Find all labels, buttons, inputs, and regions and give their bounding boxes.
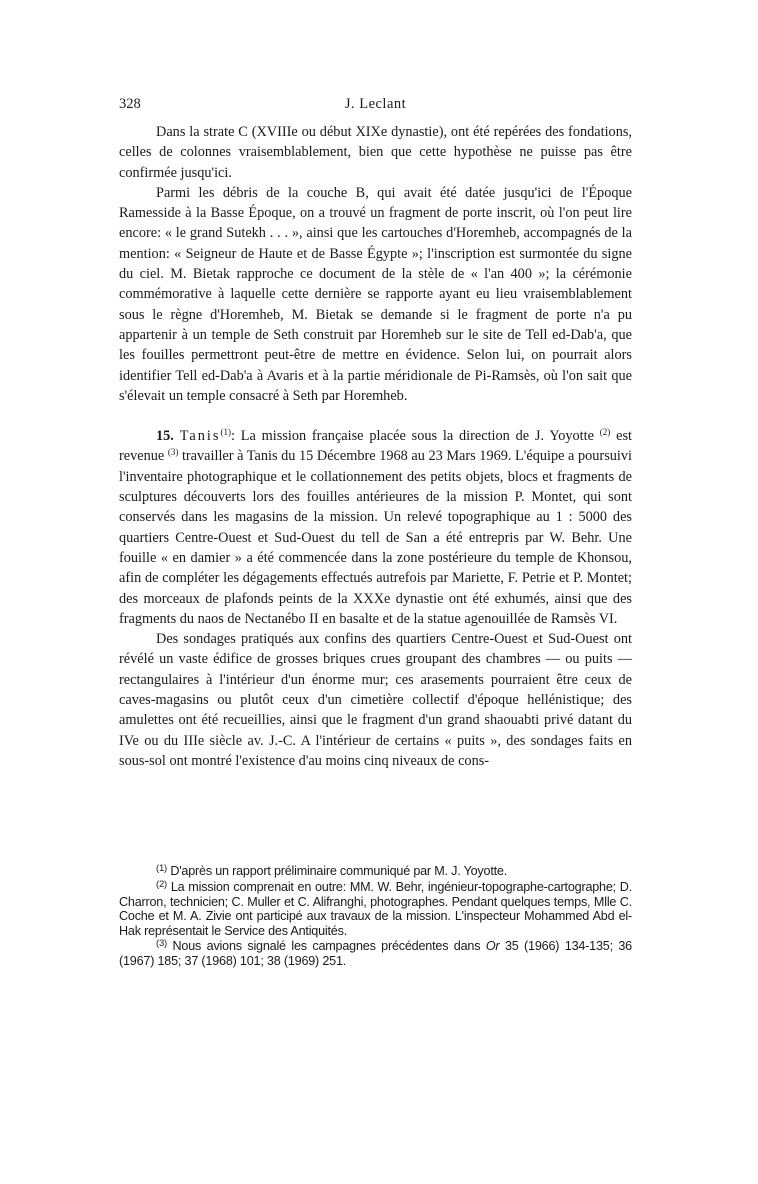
- footnote-1-marker: (1): [156, 863, 168, 874]
- footnote-2-text: La mission comprenait en outre: MM. W. Behr, ingénieur-topographe-cartographe; D. Charron, technicien; C. Muller et C. Alifranghi, photographes. Pendant quelques temps, Mlle C. Coche et M. A. Zivie ont participé aux travaux de la mission. L'inspecteur Mohammed Abd el-Hak représentait le Service des Antiquités.: [119, 879, 632, 939]
- paragraph-couche-b: Parmi les débris de la couche B, qui avait été datée jusqu'ici de l'Époque Ramesside à la Basse Époque, on a trouvé un fragment de porte inscrit, où l'on peut lire encore: « le grand Sutekh . . . », ainsi que les cartouches d'Horemheb, accompagnés de la mention: « Seigneur de Haute et de Basse Égypte »; l'inscription est surmontée du signe du ciel. M. Bietak rapproche ce document de la stèle de « l'an 400 »; la cérémonie commémorative à laquelle cette dernière se rapporte ayant eu lieu vraisemblablement sous le règne d'Horemheb, M. Bietak se demande si le fragment de porte n'a pu appartenir à un temple de Seth construit par Horemheb sur le site de Tell ed-Dab'a, que les fouilles permettront peut-être de mettre en évidence. Selon lui, on pourrait alors identifier Tell ed-Dab'a à Avaris et à la partie méridionale de Pi-Ramsès, où l'on sait que s'élevait un temple consacré à Seth par Horemheb.: [119, 184, 632, 404]
- footnotes: [119, 864, 632, 969]
- tanis-text-b: est revenue: [119, 428, 632, 465]
- footnote-ref-1: (1): [220, 427, 231, 438]
- footnote-ref-2: (2): [599, 427, 611, 438]
- body-text: [119, 122, 632, 771]
- page-number: 328: [119, 96, 141, 112]
- paragraph-tanis: [119, 426, 632, 629]
- tanis-text-a: : La mission française placée sous la direction de J. Yoyotte: [230, 428, 594, 445]
- paragraph-sondages: Des sondages pratiqués aux confins des quartiers Centre-Ouest et Sud-Ouest ont révélé un vaste édifice de grosses briques crues groupant des chambres — ou puits — rectangulaires à l'intérieur d'un énorme mur; ces arasements pourraient être ceux de caves-magasins ou plutôt ceux d'un cimetière collectif d'époque hellénistique; des amulettes ont été recueillies, ainsi que le fragment d'un grand shaouabti privé datant du IVe ou du IIIe siècle av. J.-C. A l'intérieur de certains « puits », des sondages faits en sous-sol ont montré l'existence d'au moins cinq niveaux de cons-: [119, 631, 632, 769]
- page: [119, 96, 632, 771]
- running-title: J. Leclant: [344, 96, 407, 112]
- footnote-2-marker: (2): [156, 878, 168, 890]
- running-head: [119, 96, 632, 120]
- footnote-1: [119, 864, 632, 879]
- footnote-3-marker: (3): [156, 937, 168, 949]
- footnote-3: [119, 939, 632, 969]
- footnote-3-text-a: Nous avions signalé les campagnes précédentes dans: [172, 938, 481, 953]
- footnote-1-text: D'après un rapport préliminaire communiqué par M. J. Yoyotte.: [170, 864, 508, 878]
- footnote-3-journal: Or: [485, 938, 500, 953]
- section-number: 15.: [156, 428, 174, 445]
- footnote-3-text-b: 35 (1966) 134-135; 36 (1967) 185; 37 (1968) 101; 38 (1969) 251.: [119, 938, 632, 968]
- footnote-2: [119, 880, 632, 939]
- tanis-text-c: travailler à Tanis du 15 Décembre 1968 au 23 Mars 1969. L'équipe a poursuivi l'inventaire photographique et le collationnement des petits objets, blocs et fragments de sculptures découverts lors des fouilles antérieures de la mission P. Montet, qui sont conservés dans les magasins de la mission. Un relevé topographique au 1 : 5000 des quartiers Centre-Ouest et Sud-Ouest du tell de San a été entrepris par W. Behr. Une fouille « en damier » a été commencée dans la zone postérieure du temple de Khonsou, afin de compléter les dégagements effectués autrefois par Mariette, F. Petrie et P. Montet; des morceaux de plafonds peints de la XXXe dynastie ont été exhumés, ainsi que des fragments du naos de Nectanébo II en basalte et de la statue agenouillée de Ramsès VI.: [119, 448, 632, 627]
- footnote-ref-3: (3): [167, 447, 179, 458]
- section-place: Tanis: [179, 428, 221, 445]
- paragraph-strate-c: Dans la strate C (XVIIIe ou début XIXe dynastie), ont été repérées des fondations, celles de colonnes vraisemblablement, bien que cette hypothèse ne puisse pas être confirmée jusqu'ici.: [119, 124, 632, 181]
